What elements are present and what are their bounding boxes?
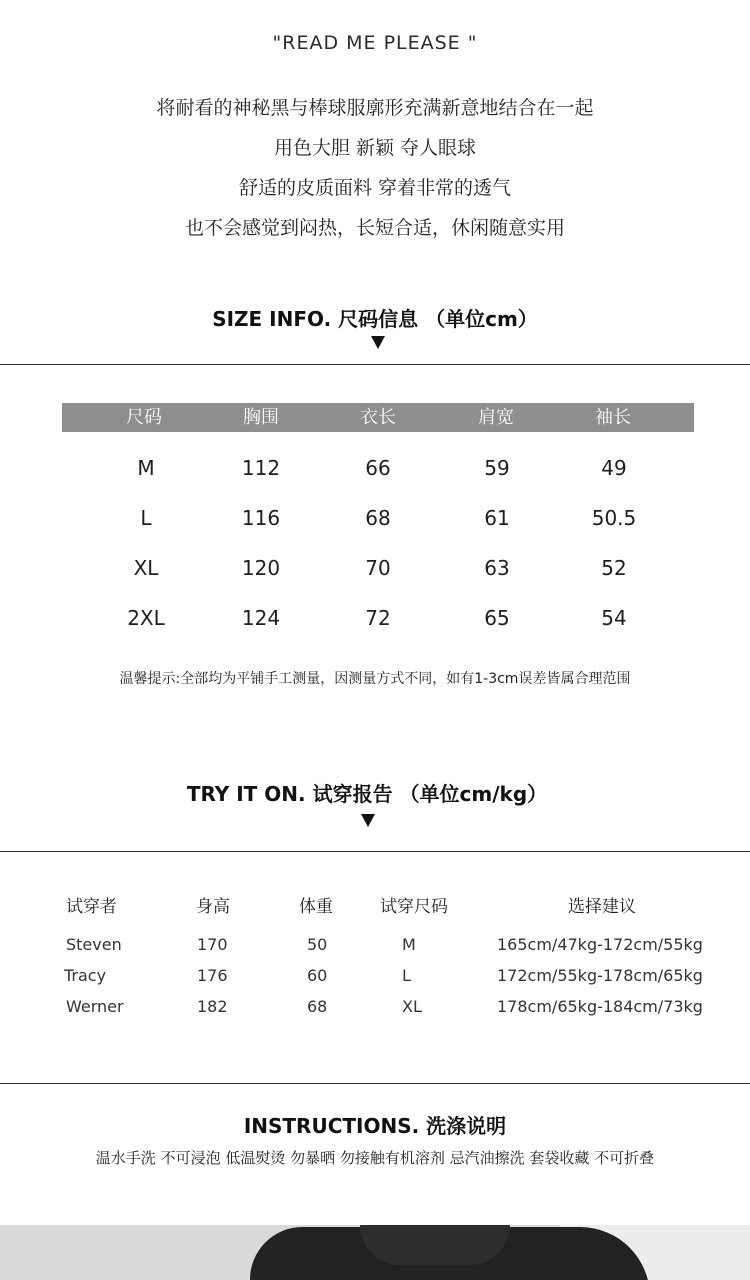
size-header-cell: 衣长 <box>360 407 396 428</box>
intro-line: 舒适的皮质面料 穿着非常的透气 <box>238 177 512 199</box>
size-cell: XL <box>133 556 159 580</box>
try-cell: 176 <box>197 966 228 985</box>
try-cell: 68 <box>307 997 328 1016</box>
size-cell: 66 <box>365 456 391 480</box>
intro-line: 用色大胆 新颖 夺人眼球 <box>273 137 477 159</box>
try-cell: 170 <box>197 935 228 954</box>
size-cell: 50.5 <box>591 506 637 530</box>
read-me-heading: "READ ME PLEASE " <box>272 32 478 54</box>
size-cell: 52 <box>601 556 627 580</box>
size-cell: 59 <box>484 456 510 480</box>
try-cell: 60 <box>307 966 328 985</box>
try-cell: 50 <box>307 935 328 954</box>
try-header-cell: 选择建议 <box>568 897 636 917</box>
size-cell: 49 <box>601 456 627 480</box>
intro-line: 也不会感觉到闷热，长短合适，休闲随意实用 <box>184 217 565 239</box>
down-triangle-icon <box>371 336 385 349</box>
try-cell: 182 <box>197 997 228 1016</box>
try-cell: 165cm/47kg-172cm/55kg <box>497 935 703 954</box>
size-table-header <box>62 403 694 432</box>
size-cell: 72 <box>365 606 391 630</box>
size-cell: 65 <box>484 606 510 630</box>
size-cell: 63 <box>484 556 510 580</box>
try-on-title: TRY IT ON. 试穿报告 （单位cm/kg） <box>186 782 548 806</box>
section-divider <box>0 851 750 852</box>
intro-line: 将耐看的神秘黑与棒球服廓形充满新意地结合在一起 <box>156 97 594 119</box>
size-cell: 54 <box>601 606 627 630</box>
size-header-cell: 肩宽 <box>478 407 514 428</box>
size-cell: 120 <box>241 556 281 580</box>
wash-instructions: 温水手洗 不可浸泡 低温熨烫 勿暴晒 勿接触有机溶剂 忌汽油擦洗 套袋收藏 不可折叠 <box>95 1149 655 1167</box>
size-header-cell: 袖长 <box>595 407 631 428</box>
try-header-cell: 试穿尺码 <box>380 897 448 917</box>
section-divider <box>0 1083 750 1084</box>
size-cell: 2XL <box>127 606 165 630</box>
try-cell: 178cm/65kg-184cm/73kg <box>497 997 703 1016</box>
size-header-cell: 尺码 <box>126 407 162 428</box>
product-photo <box>0 1225 750 1280</box>
jacket-collar <box>360 1225 510 1265</box>
try-cell: Werner <box>66 997 124 1016</box>
try-cell: Steven <box>66 935 122 954</box>
try-cell: L <box>402 966 411 985</box>
size-cell: 116 <box>241 506 281 530</box>
size-info-title: SIZE INFO. 尺码信息 （单位cm） <box>212 307 538 331</box>
try-cell: M <box>402 935 416 954</box>
size-cell: 61 <box>484 506 510 530</box>
size-cell: M <box>137 456 155 480</box>
try-header-cell: 身高 <box>196 897 230 917</box>
down-triangle-icon <box>361 814 375 827</box>
try-cell: 172cm/55kg-178cm/65kg <box>497 966 703 985</box>
size-cell: L <box>140 506 152 530</box>
instructions-title: INSTRUCTIONS. 洗涤说明 <box>243 1114 507 1138</box>
size-cell: 68 <box>365 506 391 530</box>
size-cell: 70 <box>365 556 391 580</box>
try-cell: Tracy <box>64 966 107 985</box>
try-header-cell: 体重 <box>299 897 333 917</box>
section-divider <box>0 364 750 365</box>
size-cell: 124 <box>241 606 281 630</box>
try-cell: XL <box>402 997 422 1016</box>
try-header-cell: 试穿者 <box>66 897 117 917</box>
size-header-cell: 胸围 <box>243 407 279 428</box>
measurement-note: 温馨提示:全部均为平铺手工测量，因测量方式不同，如有1-3cm误差皆属合理范围 <box>119 671 631 687</box>
size-cell: 112 <box>241 456 281 480</box>
